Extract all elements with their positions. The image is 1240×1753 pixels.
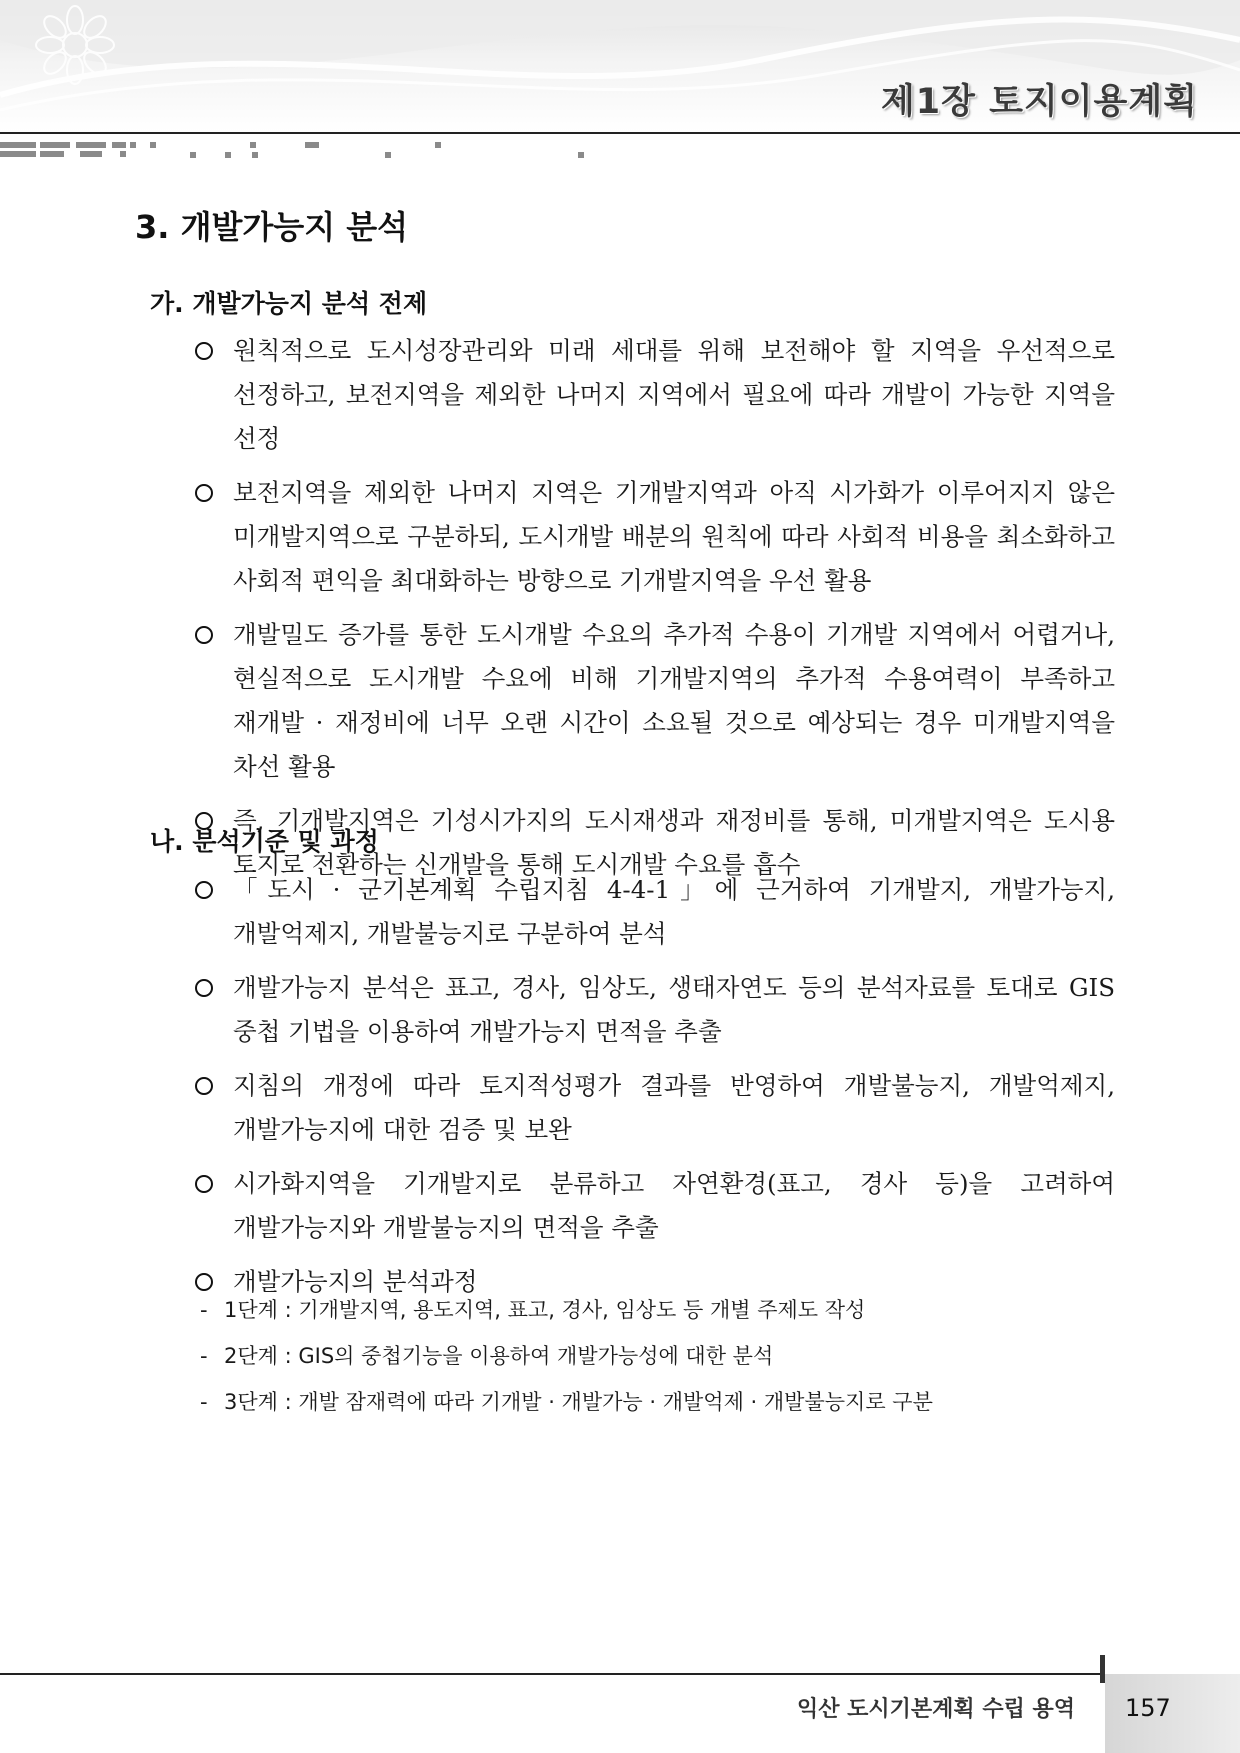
list-item: 개발밀도 증가를 통한 도시개발 수요의 추가적 수용이 기개발 지역에서 어렵거나, 현실적으로 도시개발 수요에 비해 기개발지역의 추가적 수용여력이 부족하고 재개발 · 재정비에 너무 오랜 시간이 소요될 것으로 예상되는 경우 미개발지역을 차선 활용 bbox=[195, 613, 1115, 789]
list-item: 「도시 · 군기본계획 수립지침 4-4-1」에 근거하여 기개발지, 개발가능지, 개발억제지, 개발불능지로 구분하여 분석 bbox=[195, 868, 1115, 956]
section-title: 3. 개발가능지 분석 bbox=[135, 208, 409, 246]
circle-bullet-icon bbox=[195, 881, 213, 899]
analysis-step-list bbox=[200, 1287, 933, 1425]
step-item: - 2단계 : GIS의 중첩기능을 이용하여 개발가능성에 대한 분석 bbox=[200, 1344, 774, 1368]
chapter-title: 제1장 토지이용계획 bbox=[880, 82, 1198, 122]
header-pixel-pattern bbox=[0, 140, 700, 164]
premise-bullet-list bbox=[195, 329, 1115, 887]
header-banner bbox=[0, 0, 1240, 132]
list-item: 원칙적으로 도시성장관리와 미래 세대를 위해 보전해야 할 지역을 우선적으로 선정하고, 보전지역을 제외한 나머지 지역에서 필요에 따라 개발이 가능한 지역을 선정 bbox=[195, 329, 1115, 461]
list-item: 보전지역을 제외한 나머지 지역은 기개발지역과 아직 시가화가 이루어지지 않은 미개발지역으로 구분하되, 도시개발 배분의 원칙에 따라 사회적 비용을 최소화하고 사회적 편익을 최대화하는 방향으로 기개발지역을 우선 활용 bbox=[195, 471, 1115, 603]
criteria-bullet-list bbox=[195, 868, 1115, 1304]
circle-bullet-icon bbox=[195, 1175, 213, 1193]
page-number: 157 bbox=[1125, 1694, 1171, 1722]
circle-bullet-icon bbox=[195, 626, 213, 644]
subsection-title-criteria: 나. 분석기준 및 과정 bbox=[150, 827, 379, 856]
list-item: 개발가능지의 분석과정 bbox=[195, 1260, 1115, 1304]
step-item: - 3단계 : 개발 잠재력에 따라 기개발 · 개발가능 · 개발억제 · 개발불능지로 구분 bbox=[200, 1390, 933, 1414]
circle-bullet-icon bbox=[195, 342, 213, 360]
circle-bullet-icon bbox=[195, 979, 213, 997]
list-item: 지침의 개정에 따라 토지적성평가 결과를 반영하여 개발불능지, 개발억제지, 개발가능지에 대한 검증 및 보완 bbox=[195, 1064, 1115, 1152]
header-divider bbox=[0, 132, 1240, 134]
page-number-box bbox=[1105, 1674, 1240, 1753]
step-item: - 1단계 : 기개발지역, 용도지역, 표고, 경사, 임상도 등 개별 주제도 작성 bbox=[200, 1298, 866, 1322]
list-item: 시가화지역을 기개발지로 분류하고 자연환경(표고, 경사 등)을 고려하여 개발가능지와 개발불능지의 면적을 추출 bbox=[195, 1162, 1115, 1250]
list-item: 개발가능지 분석은 표고, 경사, 임상도, 생태자연도 등의 분석자료를 토대로 GIS 중첩 기법을 이용하여 개발가능지 면적을 추출 bbox=[195, 966, 1115, 1054]
report-title: 익산 도시기본계획 수립 용역 bbox=[796, 1697, 1075, 1722]
footer-divider bbox=[0, 1673, 1105, 1675]
circle-bullet-icon bbox=[195, 1077, 213, 1095]
circle-bullet-icon bbox=[195, 484, 213, 502]
subsection-title-premise: 가. 개발가능지 분석 전제 bbox=[150, 289, 428, 318]
list-item: 즉, 기개발지역은 기성시가지의 도시재생과 재정비를 통해, 미개발지역은 도시용 토지로 전환하는 신개발을 통해 도시개발 수요를 흡수 bbox=[195, 799, 1115, 887]
